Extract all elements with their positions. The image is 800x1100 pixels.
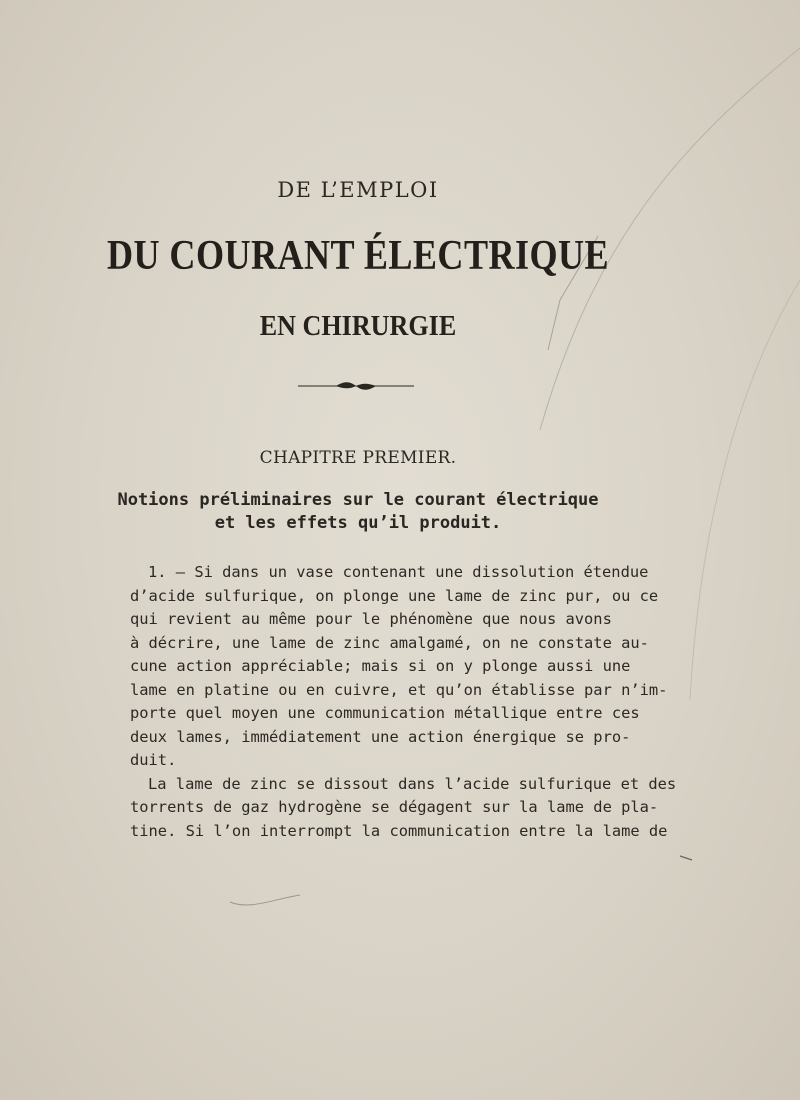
body-text [130,561,677,843]
text-line: à décrire, une lame de zinc amalgamé, on ne constate au- [130,633,649,652]
text-line: deux lames, immédiatement une action énergique se pro- [130,727,631,746]
text-line: lame en platine ou en cuivre, et qu’on établisse par n’im- [130,680,668,699]
text-line: d’acide sulfurique, on plonge une lame de zinc pur, ou ce [130,586,659,605]
title-line-1: DE L’EMPLOI [277,178,439,202]
section-title [0,489,716,535]
text-line: torrents de gaz hydrogène se dégagent sur la lame de pla- [130,798,659,816]
title-line-3: EN CHIRURGIE [259,310,457,342]
text-line: tine. Si l’on interrompt la communication entre la lame de [130,821,668,840]
text-line: duit. [130,751,177,769]
section-title-line: Notions préliminaires sur le courant électrique [117,490,599,510]
text-line: porte quel moyen une communication métallique entre ces [130,704,640,722]
section-title-line: et les effets qu’il produit. [214,513,502,533]
text-line: 1. — Si dans un vase contenant une dissolution étendue [148,563,649,581]
text-line: cune action appréciable; mais si on y plonge aussi une [130,657,631,675]
title-line-2: DU COURANT ÉLECTRIQUE [106,233,610,279]
text-line: La lame de zinc se dissout dans l’acide sulfurique et des [148,774,677,793]
text-line: qui revient au même pour le phénomène que nous avons [130,610,612,628]
ornament-divider-icon [298,380,414,392]
chapter-heading: CHAPITRE PREMIER. [259,448,457,468]
